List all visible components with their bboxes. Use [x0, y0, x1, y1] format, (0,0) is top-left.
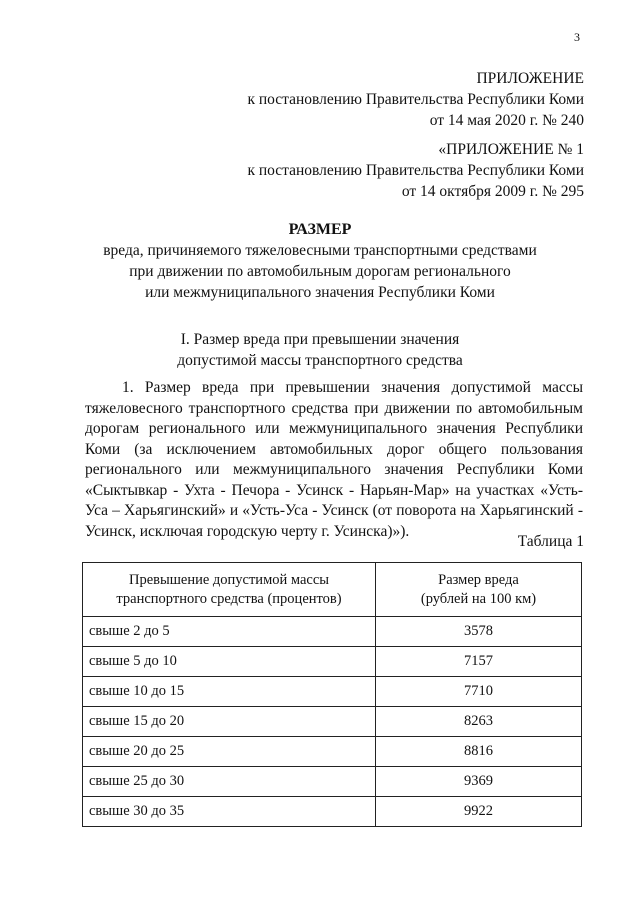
paragraph-1: 1. Размер вреда при превышении значения допустимой массы тяжеловесного транспортного средства при движении по автомобильным дорогам регионального или межмуниципального значения Республики Коми (за исключением автомобильных дорог общего пользования регионального или межмуниципального значения Республики Коми «Сыктывкар - Ухта - Печора - Усинск - Нарьян-Мар» на участках «Усть-Уса – Харьягинский» и «Усть-Уса - Усинск (от поворота на Харьягинский - Усинск, исключая городскую черту г. Усинска)»).	[85, 379, 583, 540]
cell-value: 3578	[376, 617, 582, 647]
annex-line: от 14 октября 2009 г. № 295	[401, 183, 584, 200]
page-number: 3	[574, 30, 580, 44]
annex-header-current	[247, 68, 584, 131]
cell-range: свыше 2 до 5	[83, 617, 376, 647]
table-row	[83, 797, 582, 827]
harm-table	[82, 562, 582, 827]
table-row	[83, 767, 582, 797]
annex-line: к постановлению Правительства Республики Коми	[247, 91, 584, 108]
section-line: допустимой массы транспортного средства	[177, 352, 463, 369]
title-heading: РАЗМЕР	[288, 221, 352, 238]
cell-value: 8263	[376, 707, 582, 737]
cell-range: свыше 30 до 35	[83, 797, 376, 827]
section-heading	[0, 329, 640, 371]
table-row	[83, 617, 582, 647]
annex-line: к постановлению Правительства Республики Коми	[247, 162, 584, 179]
header-harm-amount: Размер вреда (рублей на 100 км)	[376, 563, 582, 617]
cell-range: свыше 15 до 20	[83, 707, 376, 737]
annex-line: от 14 мая 2020 г. № 240	[429, 112, 584, 129]
cell-range: свыше 5 до 10	[83, 647, 376, 677]
table-row	[83, 707, 582, 737]
title-line: вреда, причиняемого тяжеловесными транспортными средствами	[103, 242, 537, 259]
table-row	[83, 737, 582, 767]
table-row	[83, 677, 582, 707]
annex-title: «ПРИЛОЖЕНИЕ № 1	[438, 141, 584, 158]
table-label: Таблица 1	[517, 533, 584, 550]
header-mass-excess: Превышение допустимой массы транспортного средства (процентов)	[83, 563, 376, 617]
cell-range: свыше 25 до 30	[83, 767, 376, 797]
title-line: при движении по автомобильным дорогам регионального	[129, 263, 511, 280]
cell-value: 8816	[376, 737, 582, 767]
table-header-row	[83, 563, 582, 617]
document-title	[0, 219, 640, 303]
cell-value: 7157	[376, 647, 582, 677]
section-line: I. Размер вреда при превышении значения	[180, 331, 460, 348]
title-line: или межмуниципального значения Республики Коми	[145, 284, 495, 301]
annex-title: ПРИЛОЖЕНИЕ	[476, 70, 584, 87]
cell-range: свыше 10 до 15	[83, 677, 376, 707]
cell-range: свыше 20 до 25	[83, 737, 376, 767]
annex-header-original	[247, 139, 584, 202]
cell-value: 9369	[376, 767, 582, 797]
cell-value: 9922	[376, 797, 582, 827]
table-row	[83, 647, 582, 677]
cell-value: 7710	[376, 677, 582, 707]
